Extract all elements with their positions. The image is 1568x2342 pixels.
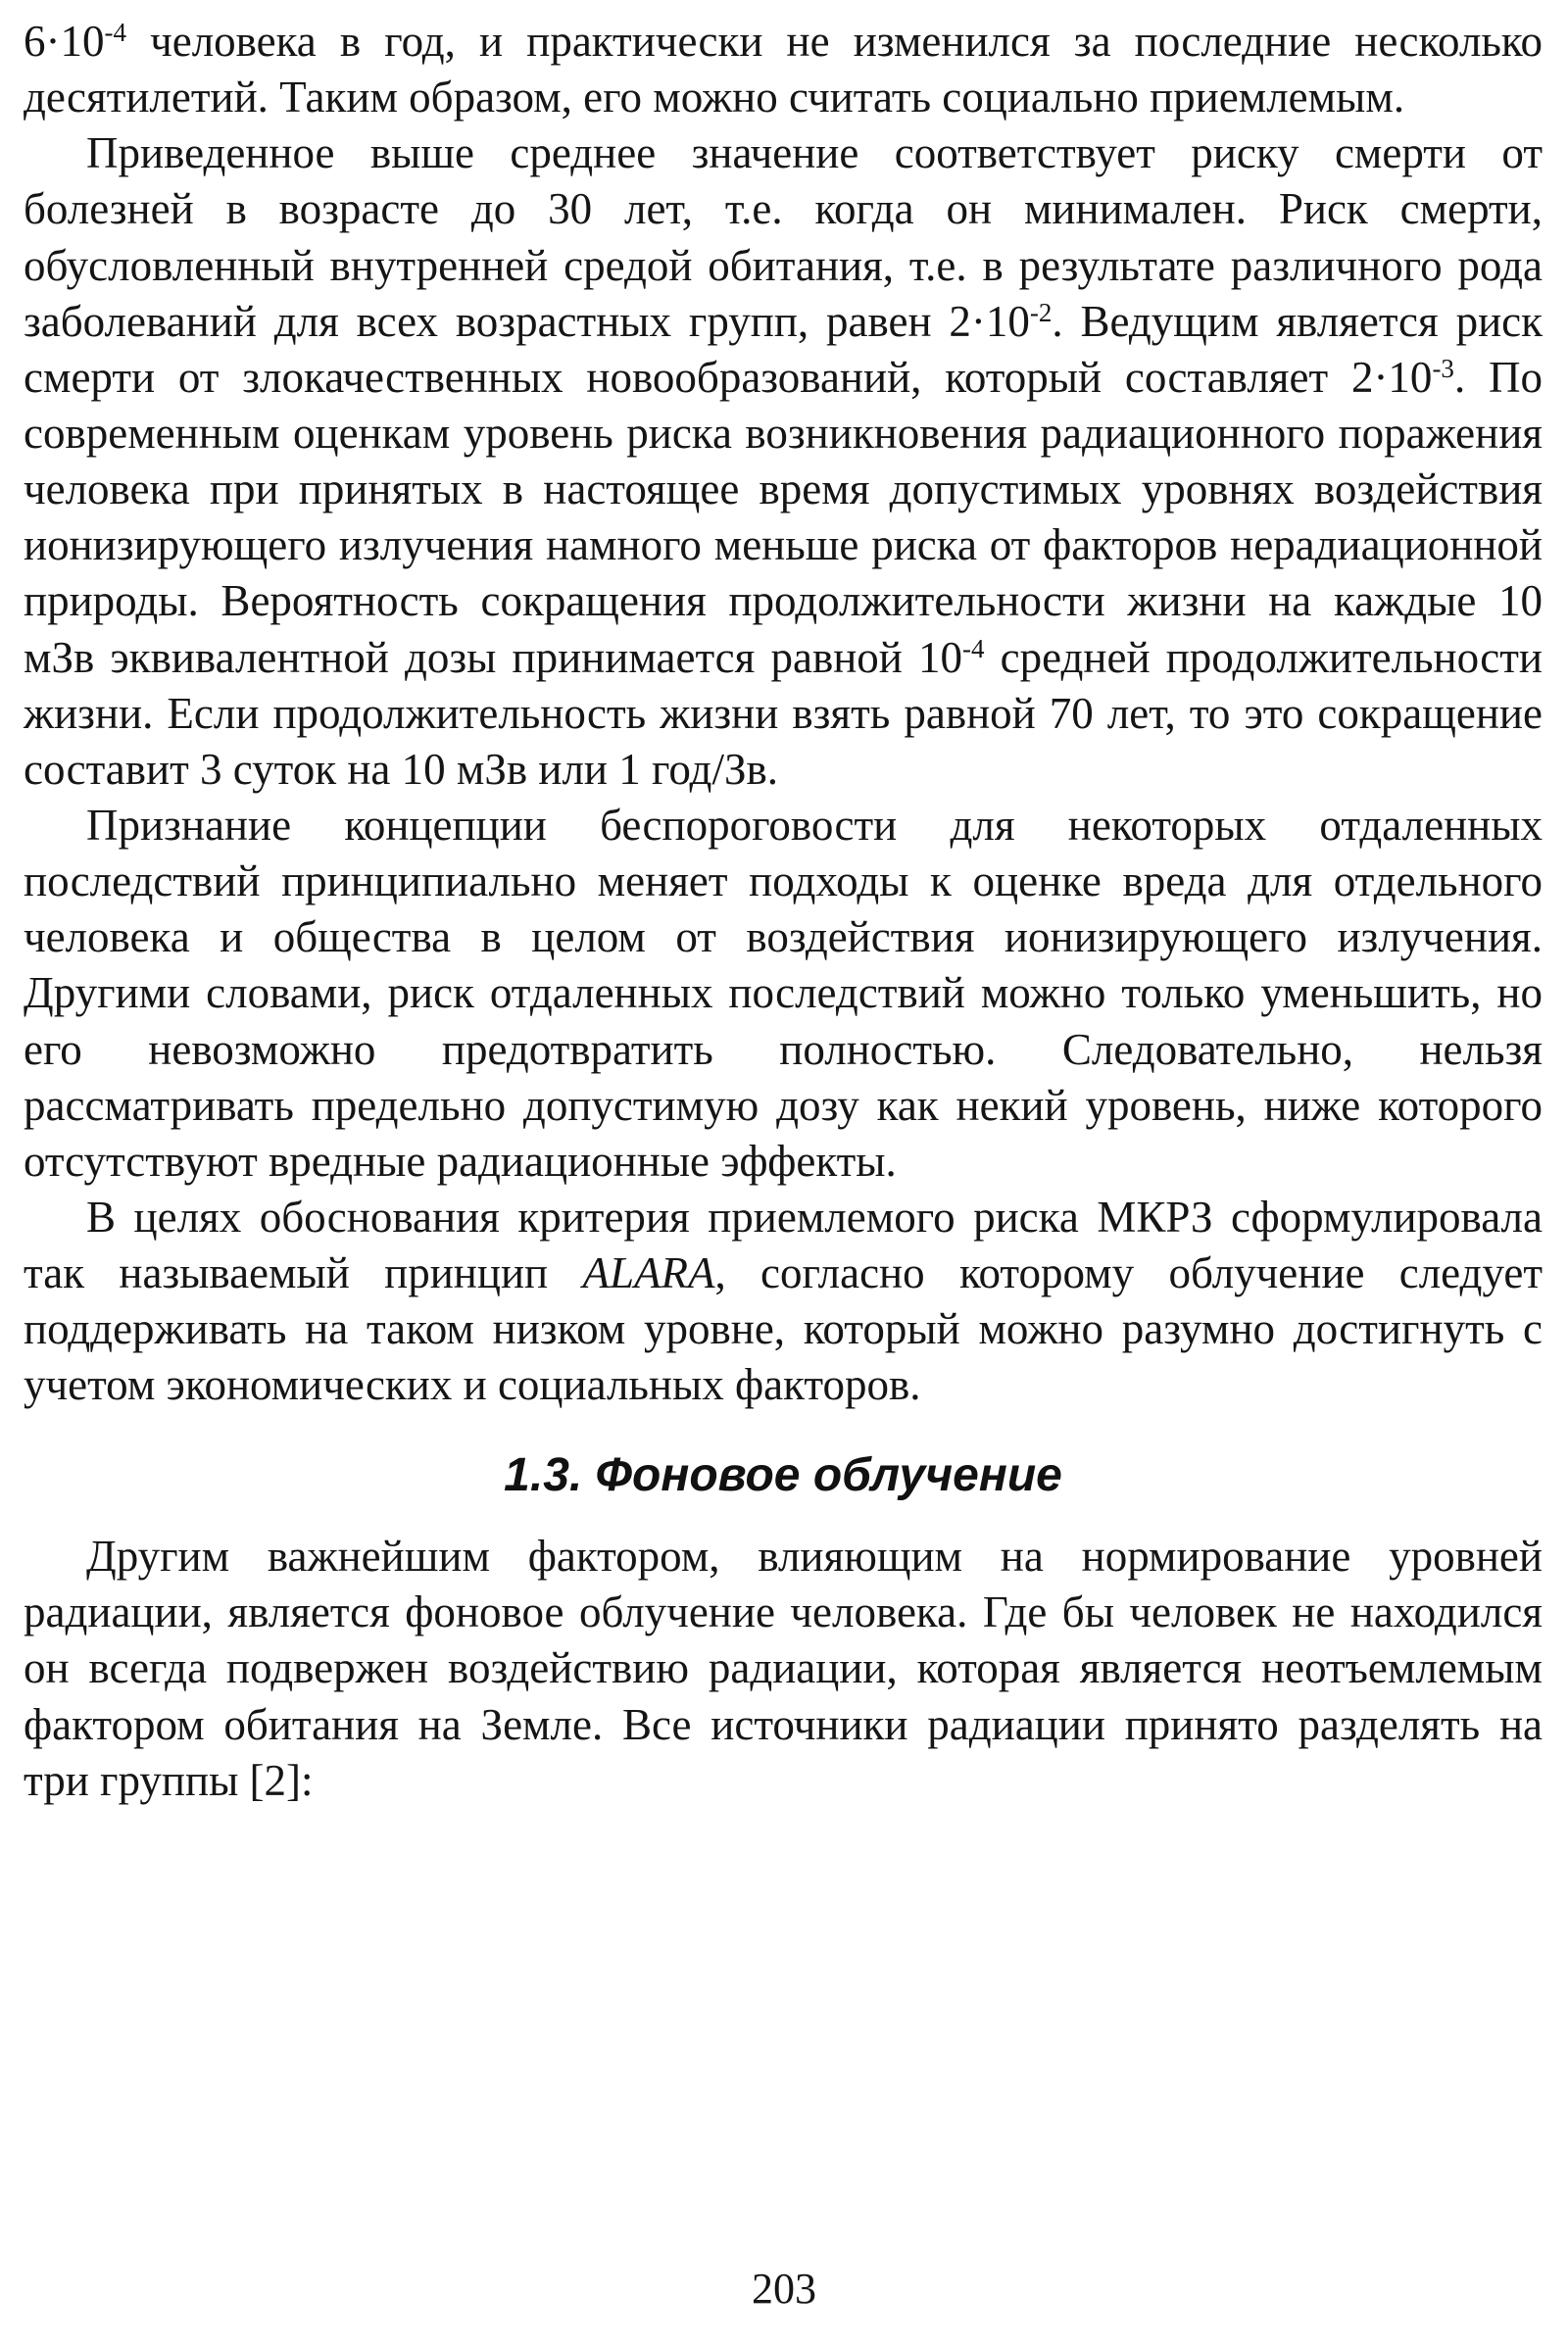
paragraph-risk-acceptable [24, 14, 1543, 125]
text-run: Признание концепции беспороговости для некоторых отдаленных последствий принципиально меняет подходы к оценке вреда для отдельного человека и общества в целом от воздействия ионизирующего излучения. Другими словами, риск отдаленных последствий можно только уменьшить, но его невозможно предотвратить полностью. Следовательно, нельзя рассматривать предельно допустимую дозу как некий уровень, ниже которого отсутствуют вредные радиационные эффекты. [24, 800, 1543, 1186]
text-run: 6·10 [24, 17, 105, 66]
text-run: . Ведущим является риск смерти от злокачественных новообразований, который составляет 2·10 [24, 296, 1543, 402]
paragraph-alara-principle [24, 1190, 1543, 1414]
superscript-exponent: -4 [962, 633, 985, 663]
text-run: Приведенное выше среднее значение соответствует риску смерти от болезней в возрасте до 30 лет, т.е. когда он минимален. Риск смерти, обусловленный внутренней средой обитания, т.е. в результате различного рода заболеваний для всех возрастных групп, равен 2·10 [24, 128, 1543, 346]
paragraph-threshold-concept [24, 798, 1543, 1190]
page-number: 203 [752, 2265, 816, 2314]
text-run: средней продолжительности жизни. Если продолжительность жизни взять равной 70 лет, то это сокращение составит 3 суток на 10 мЗв или 1 год/Зв. [24, 632, 1543, 794]
text-run: человека в год, и практически не изменился за последние несколько десятилетий. Таким образом, его можно считать социально приемлемым. [24, 17, 1543, 122]
section-heading: 1.3. Фоновое облучение [504, 1448, 1062, 1501]
text-run: Другим важнейшим фактором, влияющим на нормирование уровней радиации, является фоновое облучение человека. Где бы человек не находился он всегда подвержен воздействию радиации, которая является неотъемлемым фактором обитания на Земле. Все источники радиации принято разделять на три группы [2]: [24, 1532, 1543, 1805]
text-run: , согласно которому облучение следует поддерживать на таком низком уровне, который можно разумно достигнуть с учетом экономических и социальных факторов. [24, 1248, 1543, 1410]
italic-term: ALARA [582, 1248, 715, 1298]
text-run: . По современным оценкам уровень риска возникновения радиационного поражения человека при принятых в настоящее время допустимых уровнях воздействия ионизирующего излучения намного меньше риска от факторов нерадиационной природы. Вероятность сокращения продолжительности жизни на каждые 10 мЗв эквивалентной дозы принимается равной 10 [24, 352, 1543, 682]
paragraph-background-radiation [24, 1529, 1543, 1809]
page-body [24, 14, 1543, 1809]
superscript-exponent: -3 [1432, 354, 1454, 383]
superscript-exponent: -2 [1029, 297, 1053, 327]
text-run: В целях обоснования критерия приемлемого риска МКРЗ сформулировала так называемый принцип [24, 1192, 1543, 1298]
paragraph-mortality-risk [24, 125, 1543, 798]
superscript-exponent: -4 [104, 18, 126, 48]
